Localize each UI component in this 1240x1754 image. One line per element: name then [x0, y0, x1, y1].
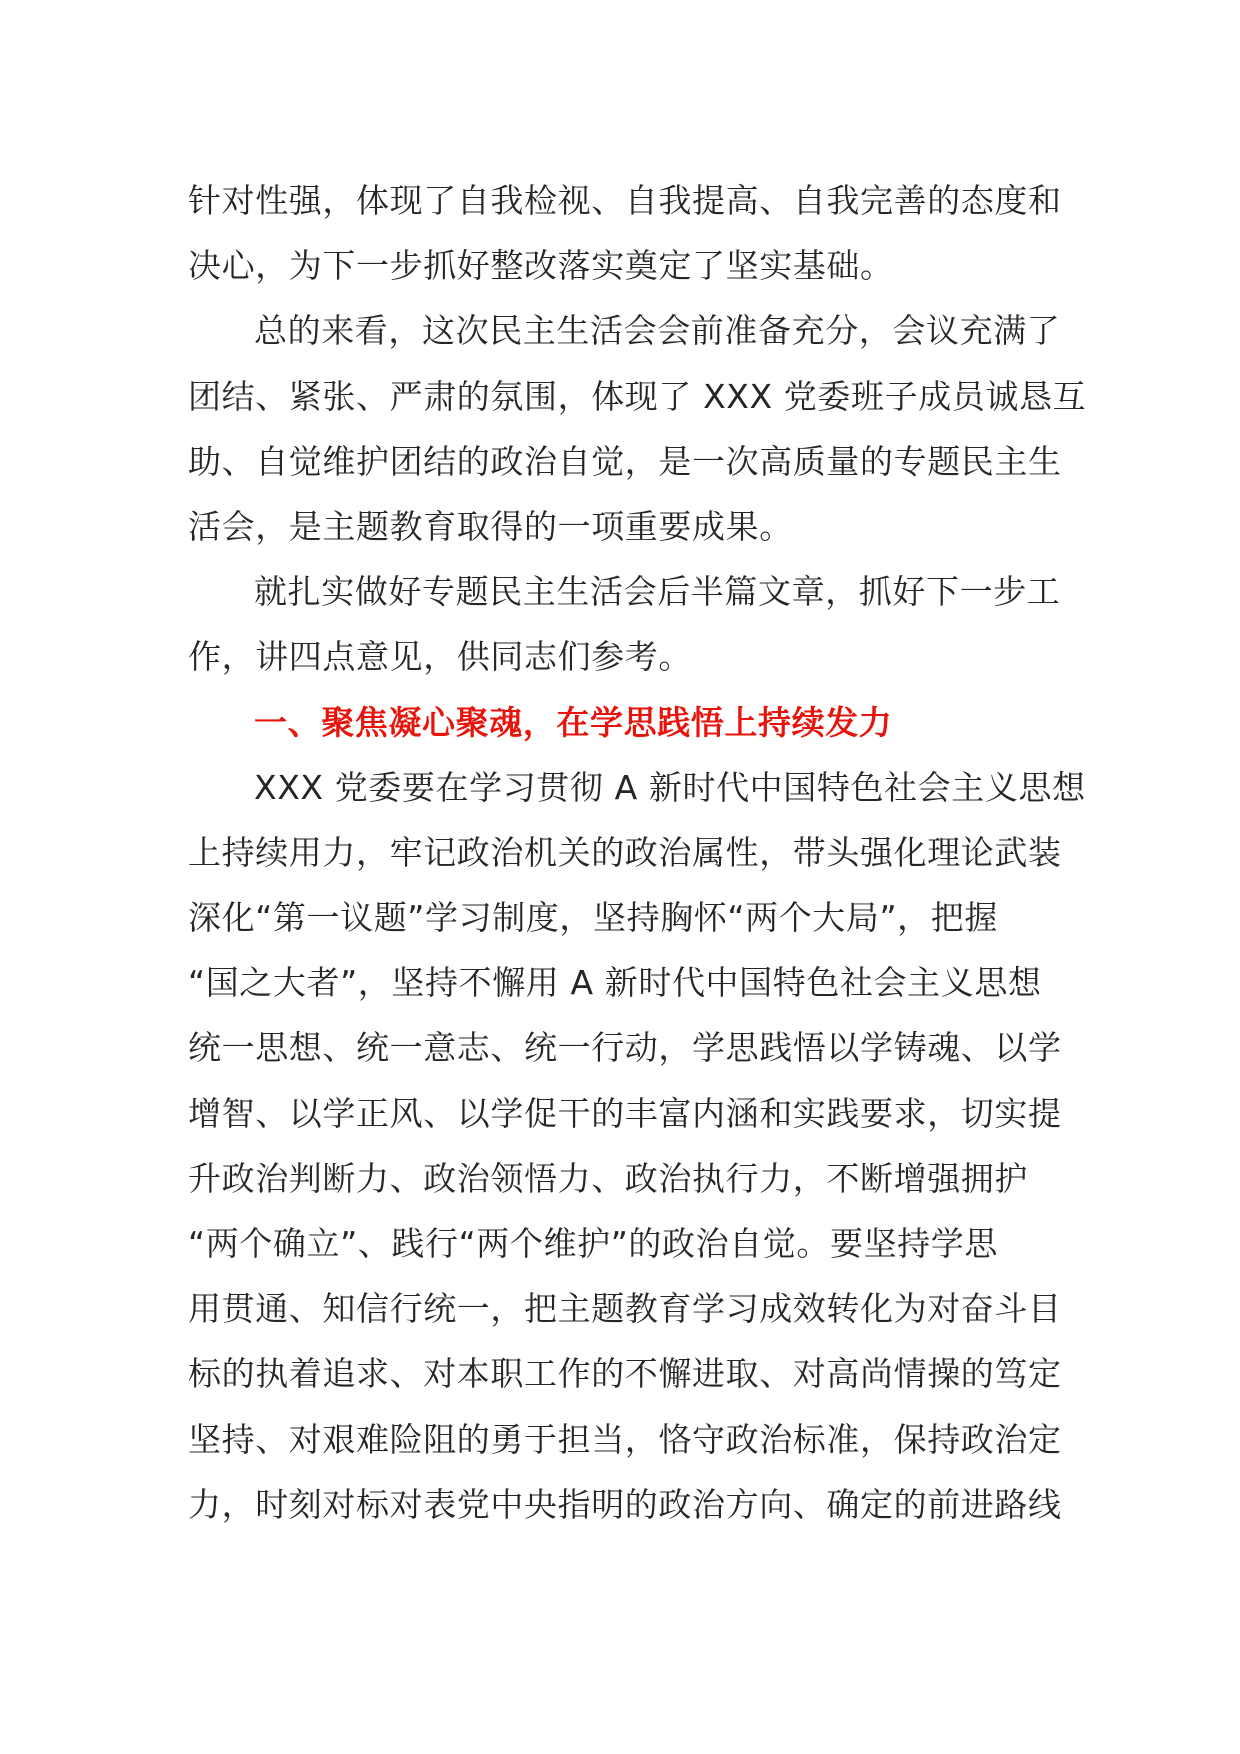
text-line: 总的来看，这次民主生活会会前准备充分，会议充满了 — [254, 311, 1061, 351]
text-line: XXX 党委要在学习贯彻 A 新时代中国特色社会主义思想 — [254, 767, 1086, 807]
text-line: 作，讲四点意见，供同志们参考。 — [188, 637, 692, 677]
text-line: 深化“第一议题”学习制度，坚持胸怀“两个大局”，把握 — [188, 898, 998, 938]
document-body — [188, 168, 1087, 1537]
text-line: “两个确立”、践行“两个维护”的政治自觉。要坚持学思 — [188, 1224, 998, 1263]
text-line: 标的执着追求、对本职工作的不懈进取、对高尚情操的笃定 — [188, 1354, 1062, 1394]
text-line: 活会，是主题教育取得的一项重要成果。 — [188, 506, 793, 546]
text-line: 团结、紧张、严肃的氛围，体现了 XXX 党委班子成员诚恳互 — [188, 376, 1087, 416]
text-line: 统一思想、统一意志、统一行动，学思践悟以学铸魂、以学 — [188, 1028, 1062, 1068]
text-line: 增智、以学正风、以学促干的丰富内涵和实践要求，切实提 — [188, 1093, 1062, 1133]
text-line: 助、自觉维护团结的政治自觉，是一次高质量的专题民主生 — [188, 441, 1062, 481]
text-line: 坚持、对艰难险阻的勇于担当，恪守政治标准，保持政治定 — [188, 1419, 1062, 1459]
text-line: “国之大者”，坚持不懈用 A 新时代中国特色社会主义思想 — [188, 963, 1042, 1003]
text-line: 上持续用力，牢记政治机关的政治属性，带头强化理论武装 — [188, 832, 1062, 872]
text-line: 针对性强，体现了自我检视、自我提高、自我完善的态度和 — [188, 181, 1062, 220]
text-line: 力，时刻对标对表党中央指明的政治方向、确定的前进路线 — [188, 1484, 1062, 1524]
text-line: 就扎实做好专题民主生活会后半篇文章，抓好下一步工 — [254, 572, 1061, 612]
text-line: 用贯通、知信行统一，把主题教育学习成效转化为对奋斗目 — [188, 1289, 1062, 1329]
text-line: 决心，为下一步抓好整改落实奠定了坚实基础。 — [188, 246, 894, 286]
text-line: 升政治判断力、政治领悟力、政治执行力，不断增强拥护 — [188, 1158, 1028, 1198]
section-heading: 一、聚焦凝心聚魂，在学思践悟上持续发力 — [254, 702, 893, 742]
